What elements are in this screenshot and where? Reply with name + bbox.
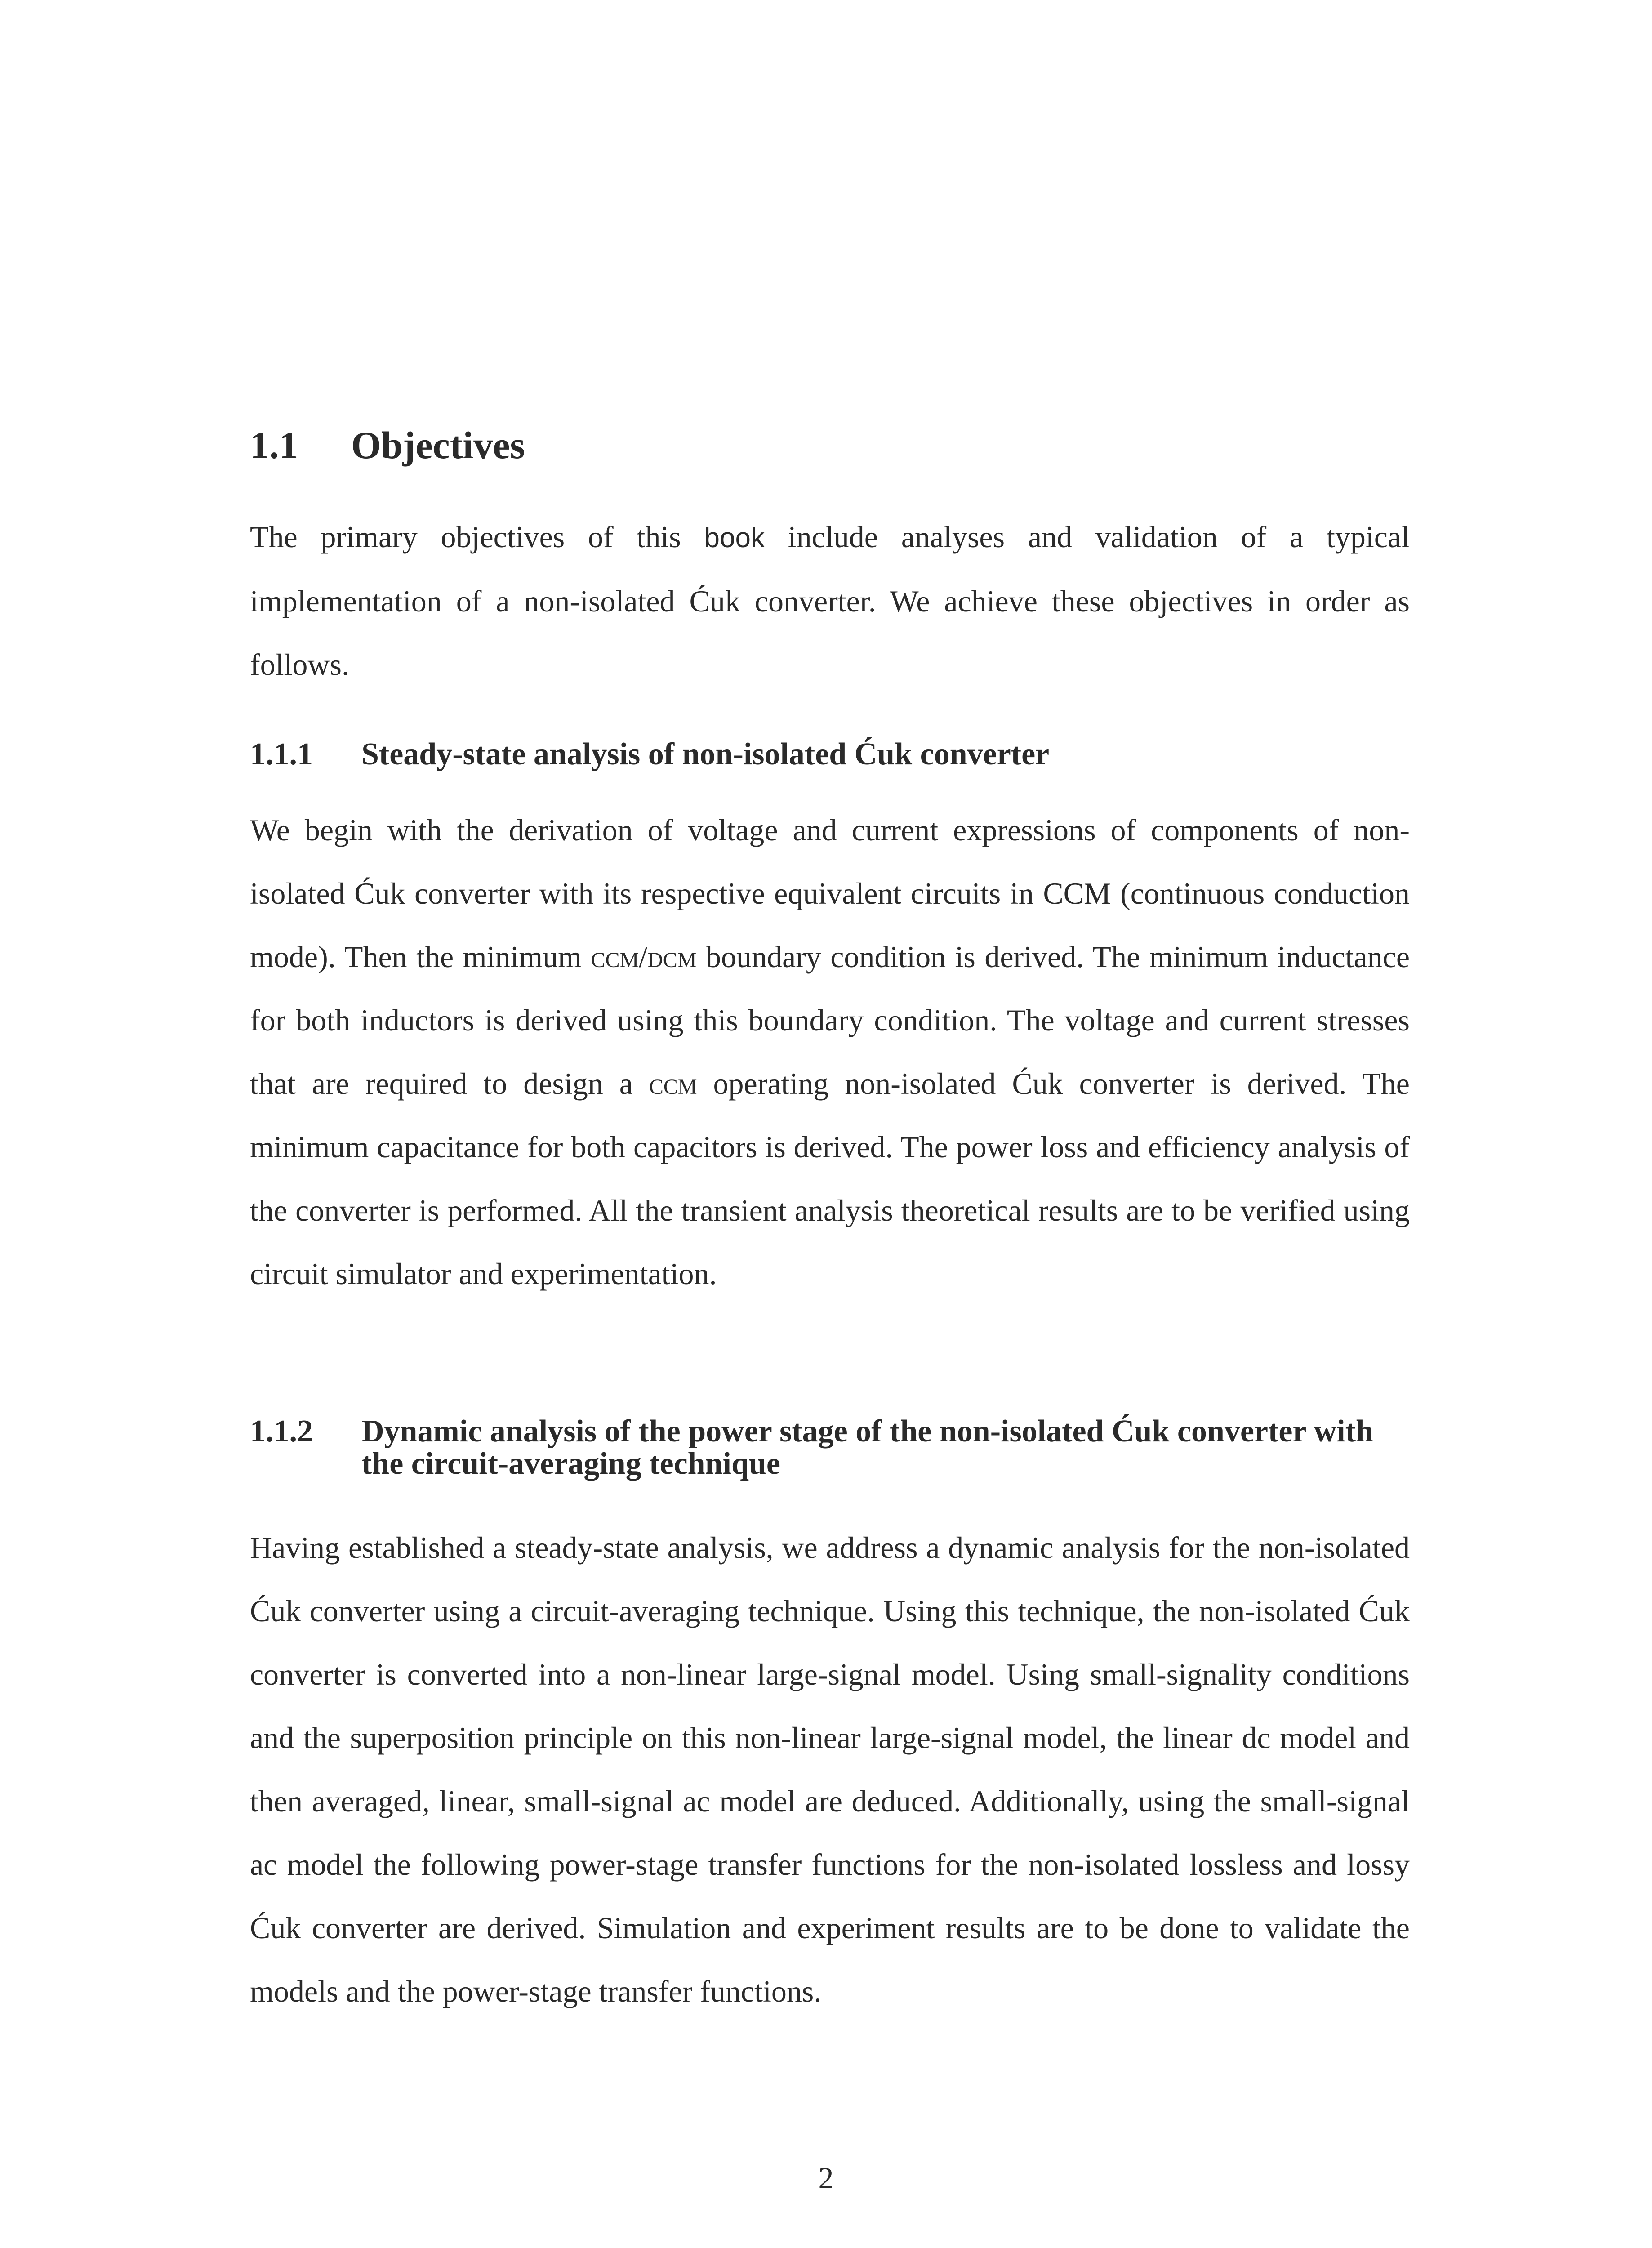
page-number: 2 xyxy=(818,2161,834,2195)
section-number: 1.1 xyxy=(250,424,298,467)
subsection-1-text-part1: We begin with the derivation of voltage and current expressions of components of non-isolated Ćuk converter with its respective equivalent circuits in CCM (continuous conduction mode). Then the minimum xyxy=(250,813,1410,974)
subsection-1-heading xyxy=(250,738,1386,771)
ccm-abbreviation: ccm xyxy=(649,1066,697,1101)
intro-book-word: book xyxy=(704,522,765,553)
subsection-1-text-part3: operating non-isolated Ćuk converter is derived. The minimum capacitance for both capacitors is derived. The power loss and efficiency analysis of the converter is performed. All the transient analysis theoretical results are to be verified using circuit simulator and experimentation. xyxy=(250,1066,1410,1291)
subsection-2-number: 1.1.2 xyxy=(250,1414,313,1449)
intro-text-part1: The primary objectives of this xyxy=(250,520,704,554)
subsection-1-text-part2: boundary condition is derived. The minimum inductance for both inductors is derived using this boundary condition. The voltage and current stresses that are required to design a xyxy=(250,940,1410,1101)
subsection-1-number: 1.1.1 xyxy=(250,737,313,772)
intro-text-part2: include analyses and validation of a typical implementation of a non-isolated Ćuk converter. We achieve these objectives in order as follows. xyxy=(250,520,1410,682)
subsection-2-paragraph: Having established a steady-state analysis, we address a dynamic analysis for the non-isolated Ćuk converter using a circuit-averaging technique. Using this technique, the non-isolated Ćuk converter is converted into a non-linear large-signal model. Using small-signality conditions and the superposition principle on this non-linear large-signal model, the linear dc model and then averaged, linear, small-signal ac model are deduced. Additionally, using the small-signal ac model the following power-stage transfer functions for the non-isolated lossless and lossy Ćuk converter are derived. Simulation and experiment results are to be done to validate the models and the power-stage transfer functions. xyxy=(250,1530,1410,2008)
subsection-1-title: Steady-state analysis of non-isolated Ćuk converter xyxy=(361,737,1050,772)
section-heading xyxy=(250,423,525,468)
subsection-2-heading xyxy=(250,1415,1386,1480)
ccm-dcm-abbreviation: ccm/dcm xyxy=(591,940,697,974)
intro-paragraph xyxy=(250,505,1410,696)
section-title: Objectives xyxy=(351,424,525,467)
subsection-1-paragraph xyxy=(250,798,1410,1306)
subsection-2-title: Dynamic analysis of the power stage of the non-isolated Ćuk converter with the circuit-averaging technique xyxy=(361,1414,1373,1481)
